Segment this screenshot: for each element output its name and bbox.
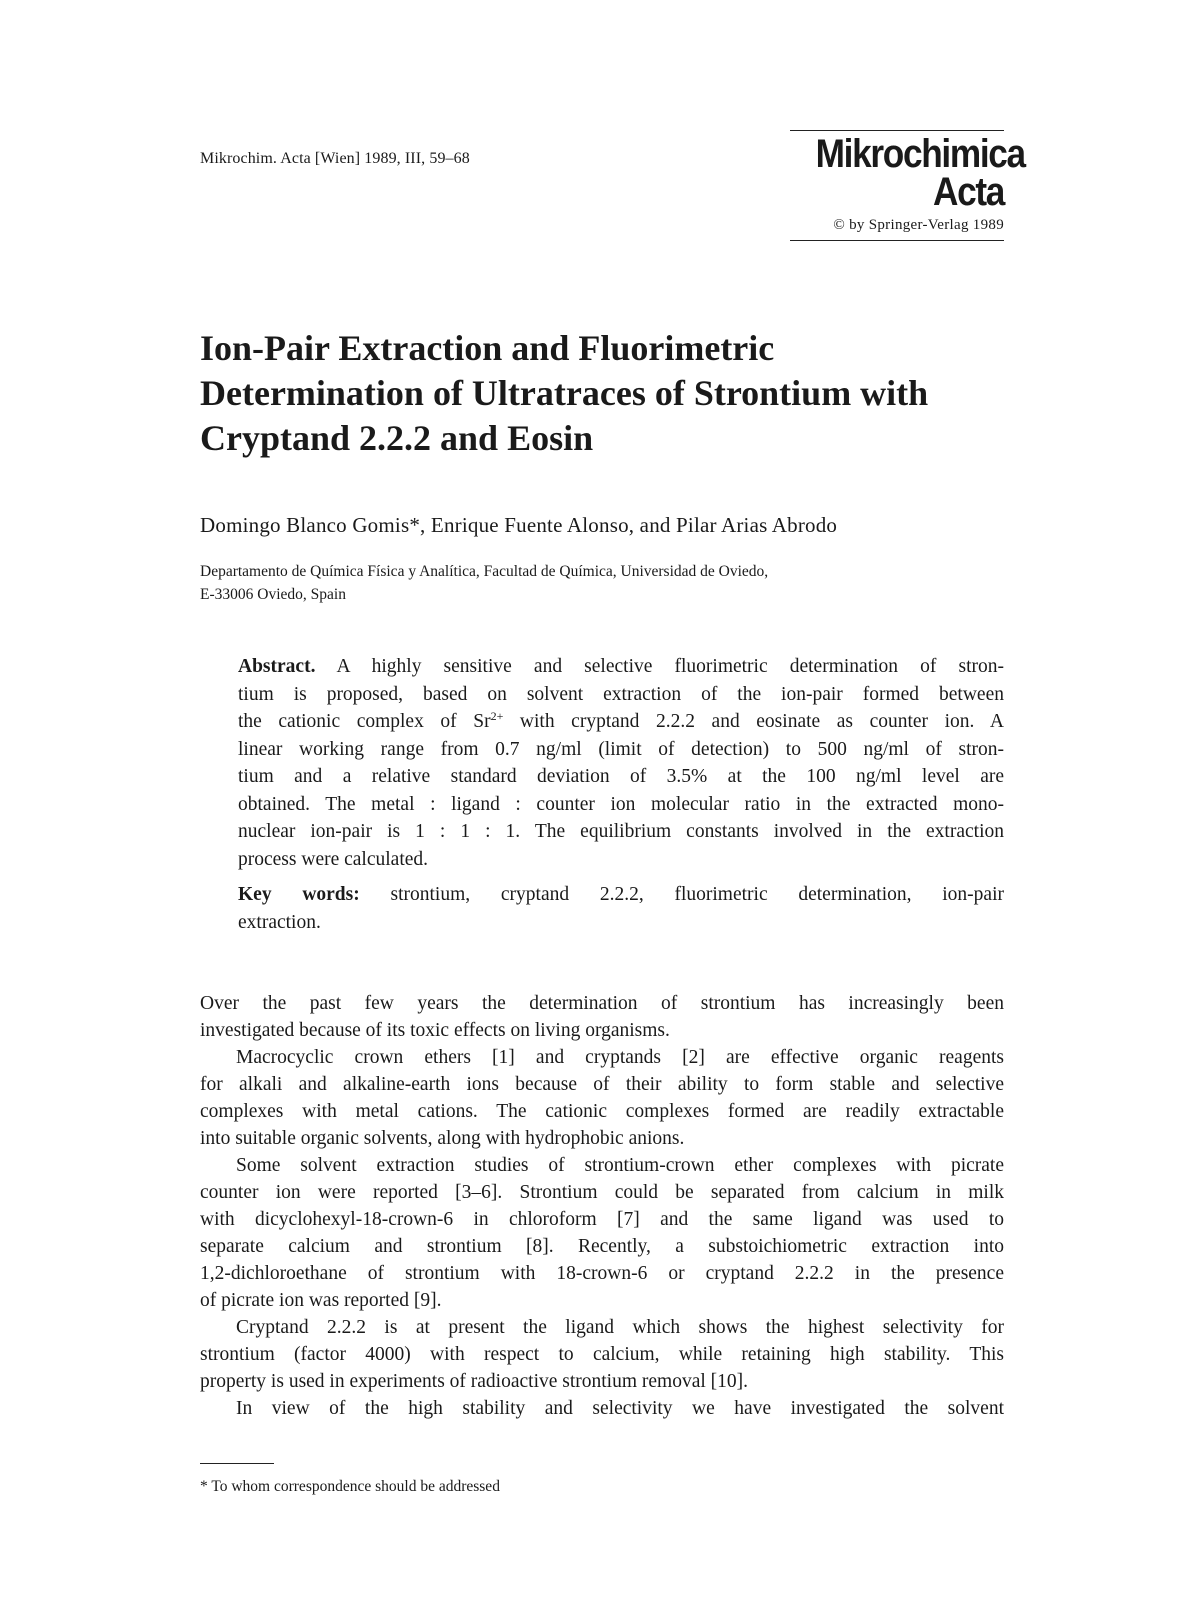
abstract-line: process were calculated.	[238, 848, 429, 870]
affiliation-line: E-33006 Oviedo, Spain	[200, 586, 346, 603]
keywords-line: Key words: strontium, cryptand 2.2.2, fluorimetric determination, ion-pair	[238, 884, 1004, 905]
body-line: complexes with metal cations. The cationic complexes formed are readily extractable	[200, 1101, 1004, 1122]
title-line: Cryptand 2.2.2 and Eosin	[200, 418, 594, 458]
abstract-line: obtained. The metal : ligand : counter ion molecular ratio in the extracted mono-	[238, 793, 1004, 815]
body-line: Macrocyclic crown ethers [1] and cryptands [2] are effective organic reagents	[236, 1047, 1004, 1068]
keywords-block	[238, 881, 1004, 936]
affiliation-line: Departamento de Química Física y Analítica, Facultad de Química, Universidad de Oviedo,	[200, 563, 769, 580]
body-line: investigated because of its toxic effects on living organisms.	[200, 1020, 670, 1041]
keywords-line: extraction.	[238, 911, 321, 933]
footnote: * To whom correspondence should be addressed	[200, 1478, 500, 1495]
abstract-line: linear working range from 0.7 ng/ml (limit of detection) to 500 ng/ml of stron-	[238, 738, 1004, 760]
journal-citation: Mikrochim. Acta [Wien] 1989, III, 59–68	[200, 150, 470, 167]
abstract-section	[238, 653, 1004, 936]
article-authors: Domingo Blanco Gomis*, Enrique Fuente Alonso, and Pilar Arias Abrodo	[200, 513, 838, 537]
keywords-label: Key words:	[238, 884, 360, 905]
journal-masthead	[790, 130, 1025, 241]
body-line: with dicyclohexyl-18-crown-6 in chloroform [7] and the same ligand was used to	[200, 1209, 1004, 1230]
abstract-line: tium and a relative standard deviation of 3.5% at the 100 ng/ml level are	[238, 766, 1004, 787]
abstract-line: tium is proposed, based on solvent extraction of the ion-pair formed between	[238, 683, 1004, 705]
title-line: Determination of Ultratraces of Strontium with	[200, 373, 929, 413]
journal-name-line2: Acta	[932, 170, 1004, 214]
superscript-charge: 2+	[490, 709, 504, 723]
body-line: separate calcium and strontium [8]. Recently, a substoichiometric extraction into	[200, 1236, 1004, 1257]
abstract-line: nuclear ion-pair is 1 : 1 : 1. The equilibrium constants involved in the extraction	[238, 821, 1004, 842]
abstract-line: the cationic complex of $Sr^{2+}$ with cryptand 2.2.2 and eosinate as counter ion. A	[238, 709, 1004, 732]
abstract-line: Abstract. A highly sensitive and selective fluorimetric determination of stron-	[238, 656, 1004, 677]
body-line: In view of the high stability and selectivity we have investigated the solvent	[236, 1398, 1004, 1419]
body-line: Over the past few years the determination of strontium has increasingly been	[200, 993, 1004, 1014]
body-line: for alkali and alkaline-earth ions because of their ability to form stable and selective	[200, 1074, 1004, 1095]
footnote-divider	[200, 1463, 274, 1464]
journal-name-line1: Mikrochimica	[815, 132, 1025, 176]
abstract-label: Abstract.	[238, 656, 316, 677]
body-line: Some solvent extraction studies of strontium-crown ether complexes with picrate	[236, 1155, 1004, 1176]
body-line: 1,2-dichloroethane of strontium with 18-crown-6 or cryptand 2.2.2 in the presence	[200, 1263, 1004, 1284]
body-line: counter ion were reported [3–6]. Strontium could be separated from calcium in milk	[200, 1182, 1004, 1203]
body-line: of picrate ion was reported [9].	[200, 1290, 442, 1311]
body-line: Cryptand 2.2.2 is at present the ligand which shows the highest selectivity for	[236, 1317, 1004, 1338]
body-line: property is used in experiments of radioactive strontium removal [10].	[200, 1371, 749, 1392]
body-text	[200, 990, 1004, 1422]
body-line: strontium (factor 4000) with respect to calcium, while retaining high stability. This	[200, 1344, 1004, 1365]
title-line: Ion-Pair Extraction and Fluorimetric	[200, 328, 775, 368]
author-affiliation	[200, 560, 768, 606]
body-line: into suitable organic solvents, along with hydrophobic anions.	[200, 1128, 685, 1149]
article-title	[200, 326, 1020, 461]
journal-copyright: © by Springer-Verlag 1989	[833, 217, 1004, 233]
